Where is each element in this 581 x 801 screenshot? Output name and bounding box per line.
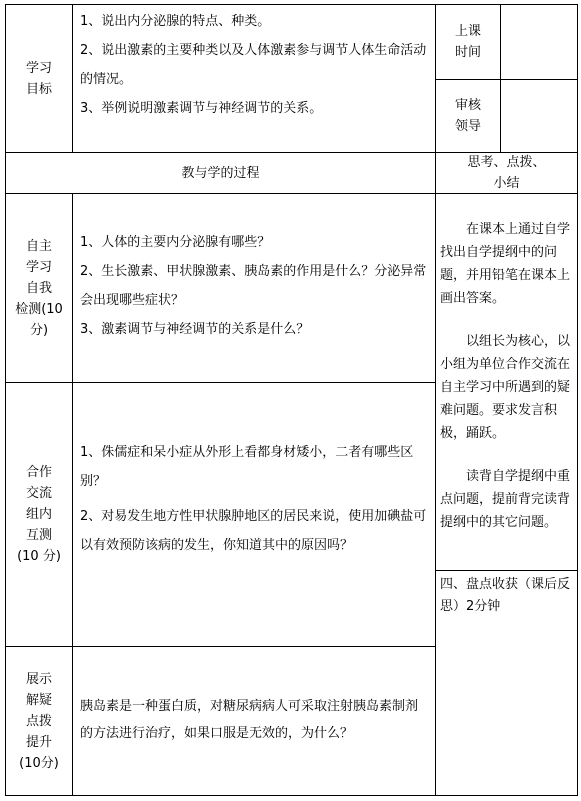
divider-header: [5, 193, 577, 194]
objectives-label: [6, 5, 72, 152]
thinking-header: [436, 153, 577, 193]
display-label-line: (10分): [19, 755, 59, 771]
cooperation-item: 2、对易发生地方性甲状腺肿地区的居民来说，使用加碘盐可以有效预防该病的发生，你知道其中的原因吗？: [80, 509, 427, 553]
notes-column: [440, 218, 573, 534]
thinking-header-line: 思考、点拨、: [467, 155, 546, 170]
cooperation-label-line: 组内: [25, 507, 52, 522]
objective-item: 3、举例说明激素调节与神经调节的关系。: [80, 101, 323, 116]
table-border-bottom: [5, 795, 577, 796]
self-study-item: 1、人体的主要内分泌腺有哪些？: [80, 235, 271, 250]
objectives-label-line: 目标: [25, 81, 52, 97]
objective-item: 1、说出内分泌腺的特点、种类。: [80, 14, 271, 29]
cooperation-label-line: 合作: [25, 465, 52, 480]
display-label-line: 展示: [25, 671, 52, 687]
note-paragraph: 读背自学提纲中重点问题，提前背完读背提纲中的其它问题。: [440, 469, 571, 530]
cooperation-label-line: (10 分): [17, 549, 61, 564]
objectives-list: [80, 7, 432, 123]
self-study-label-line: 学习: [25, 259, 52, 275]
class-time-label-line: 上课: [454, 24, 481, 39]
review-label: [436, 80, 500, 152]
self-study-label-line: 检测(10: [15, 301, 63, 317]
table-border-right: [577, 4, 578, 796]
cooperation-list: [80, 438, 430, 560]
self-study-item: 3、激素调节与神经调节的关系是什么？: [80, 322, 310, 337]
display-label: [6, 647, 72, 795]
cooperation-label: [6, 383, 72, 646]
process-header-text: 教与学的过程: [181, 165, 260, 181]
display-question: [80, 693, 430, 747]
cooperation-label-line: 交流: [25, 486, 52, 501]
objectives-label-line: 学习: [25, 60, 52, 76]
cooperation-item: 1、侏儒症和呆小症从外形上看都身材矮小，二者有哪些区别？: [80, 445, 414, 489]
objective-item: 2、说出激素的主要种类以及人体激素参与调节人体生命活动的情况。: [80, 43, 427, 87]
divider-col1-top: [72, 4, 73, 153]
self-study-item: 2、生长激素、甲状腺激素、胰岛素的作用是什么？分泌异常会出现哪些症状？: [80, 264, 427, 308]
class-time-label-line: 时间: [454, 45, 481, 60]
process-header: [6, 153, 435, 193]
self-study-label-line: 自我: [25, 280, 52, 296]
self-study-label-line: 分): [29, 322, 49, 338]
note-paragraph: 以组长为核心，以小组为单位合作交流在自主学习中所遇到的疑难问题。要求发言积极，踊跃。: [440, 334, 571, 441]
self-study-list: [80, 228, 430, 344]
display-question-text: 胰岛素是一种蛋白质，对糖尿病病人可采取注射胰岛素制剂的方法进行治疗，如果口服是无效的，为什么？: [80, 699, 419, 741]
display-label-line: 解疑: [25, 692, 52, 708]
summary-cell: [440, 574, 574, 618]
divider-notes-summary: [435, 570, 577, 571]
review-label-line: 审核: [454, 98, 481, 113]
divider-col1-bottom: [72, 193, 73, 796]
self-study-label-line: 自主: [25, 238, 52, 254]
divider-col-time: [500, 4, 501, 153]
summary-text: 四、盘点收获（课后反思）2分钟: [440, 577, 571, 614]
self-study-label: [6, 194, 72, 382]
cooperation-label-line: 互测: [25, 528, 52, 543]
review-label-line: 领导: [454, 119, 481, 134]
display-label-line: 点拨: [25, 713, 52, 729]
note-paragraph: 在课本上通过自学找出自学提纲中的问题，并用铅笔在课本上画出答案。: [440, 222, 571, 306]
thinking-header-line: 小结: [493, 176, 520, 191]
class-time-label: [436, 5, 500, 79]
display-label-line: 提升: [25, 734, 52, 750]
